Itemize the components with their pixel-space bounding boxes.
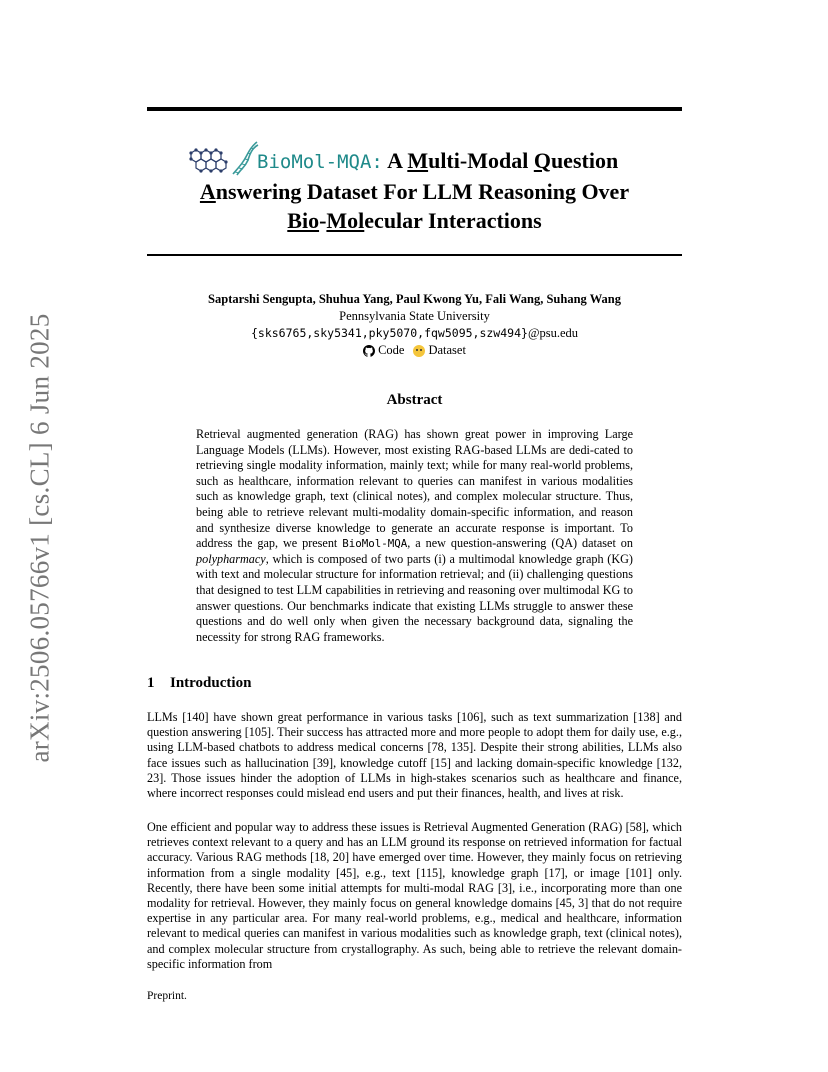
huggingface-icon	[413, 345, 425, 357]
abstract-text-1: Retrieval augmented generation (RAG) has shown great power in improving Large Language Models (LLMs). However, most existing RAG-based LLMs are dedi-cated to retrieving single modality information, mainly text; while for many real-world problems, such as healthcare, information relevant to queries can manifest in various modalities such as knowledge graph, text (clinical notes), and complex molecular structure. Thus, being able to retrieve relevant multi-modality domain-specific information, and reason and synthesize diverse knowledge to generate an accurate response is important. To address the gap, we present	[196, 427, 633, 551]
emails	[147, 325, 682, 342]
resource-links	[363, 342, 466, 359]
paper-title	[147, 146, 682, 235]
github-icon	[363, 345, 375, 357]
dataset-name: BioMol-MQA:	[257, 151, 383, 173]
title-uestion: uestion	[550, 148, 619, 173]
intro-paragraph-1: LLMs [140] have shown great performance in various tasks [106], such as text summarization [138] and question answering [105]. Their success has attracted more and more people to adopt them for daily use, e.g., using LLM-based chatbots to address medical concerns [78, 135]. Despite their strong abilities, LLMs also face issues such as hallucination [39], knowledge cutoff [15] and lacking domain-specific knowledge [132, 23]. Those issues hinder the adoption of LLMs in high-stakes scenarios such as healthcare and finance, where incorrect responses could mislead end users and put their finances, health, and lives at risk.	[147, 710, 682, 801]
section-number: 1	[147, 675, 155, 691]
arxiv-sidebar	[14, 313, 66, 763]
title-u-m: M	[407, 148, 429, 173]
intro-paragraph-2: One efficient and popular way to address these issues is Retrieval Augmented Generation (RAG) [58], which retrieves context relevant to a query and has an LLM ground its response on retrieved information for factual accuracy. Various RAG methods [18, 20] have emerged over time. However, they mainly focus on retrieving information from a single modality [45], e.g., text [115], knowledge graph [17], or image [101] only. Recently, there have been some initial attempts for multi-modal RAG [3], i.e., incorporating more than one modality for retrieval. However, they mainly focus on general knowledge domains [45, 3] that do not require expertise in any particular area. For many real-world problems, e.g., medical and healthcare, information relevant to medical queries can manifest in various modalities such as knowledge graph, text (clinical notes), and complex molecular structure from crystallography. As such, being able to retrieve the relevant domain-specific information from	[147, 820, 682, 971]
top-rule	[147, 107, 682, 111]
abstract-dataset-name: BioMol-MQA	[342, 537, 408, 551]
title-u-q: Q	[533, 148, 551, 173]
title-u-a: A	[199, 179, 216, 204]
author-block	[147, 291, 682, 362]
abstract-heading: Abstract	[386, 392, 443, 408]
code-link[interactable]: Code	[378, 343, 405, 357]
title-ulti: ulti-Modal	[428, 148, 534, 173]
arxiv-id: arXiv:2506.05766v1 [cs.CL] 6 Jun 2025	[24, 313, 55, 763]
footer-note: Preprint.	[147, 990, 187, 1002]
email-domain: @psu.edu	[527, 326, 578, 340]
dataset-link[interactable]: Dataset	[428, 343, 466, 357]
author-names: Saptarshi Sengupta, Shuhua Yang, Paul Kwong Yu, Fali Wang, Suhang Wang	[208, 292, 621, 306]
email-handles: {sks6765,sky5341,pky5070,fqw5095,szw494}	[250, 326, 528, 340]
abstract-text-2: , a new question-answering (QA) dataset on	[407, 536, 633, 551]
abstract-text-3: , which is composed of two parts (i) a multimodal knowledge graph (KG) with text and molecular structure for information retrieval; and (ii) challenging questions that designed to test LLM capabilities in retrieving and reasoning over multimodal KG to answer questions. Our benchmarks indicate that existing LLMs struggle to answer these questions and do well only when given the necessary background data, signaling the necessity for strong RAG frameworks.	[196, 551, 633, 644]
title-a: A	[382, 148, 408, 173]
title-line2-text: nswering Dataset For LLM Reasoning Over	[215, 179, 630, 204]
abstract-body	[196, 427, 633, 645]
title-line-2	[147, 177, 682, 206]
section-heading	[147, 675, 251, 692]
bottom-rule	[147, 254, 682, 256]
title-u-bio: Bio	[287, 208, 320, 233]
abstract-italic: polypharmacy	[196, 551, 266, 566]
title-dash: -	[319, 208, 327, 233]
affiliation: Pennsylvania State University	[339, 309, 490, 323]
section-title: Introduction	[170, 675, 252, 691]
title-line-3	[147, 206, 682, 235]
title-line-1	[147, 146, 682, 177]
title-u-mol: Mol	[326, 208, 365, 233]
title-line3-text: ecular Interactions	[364, 208, 542, 233]
